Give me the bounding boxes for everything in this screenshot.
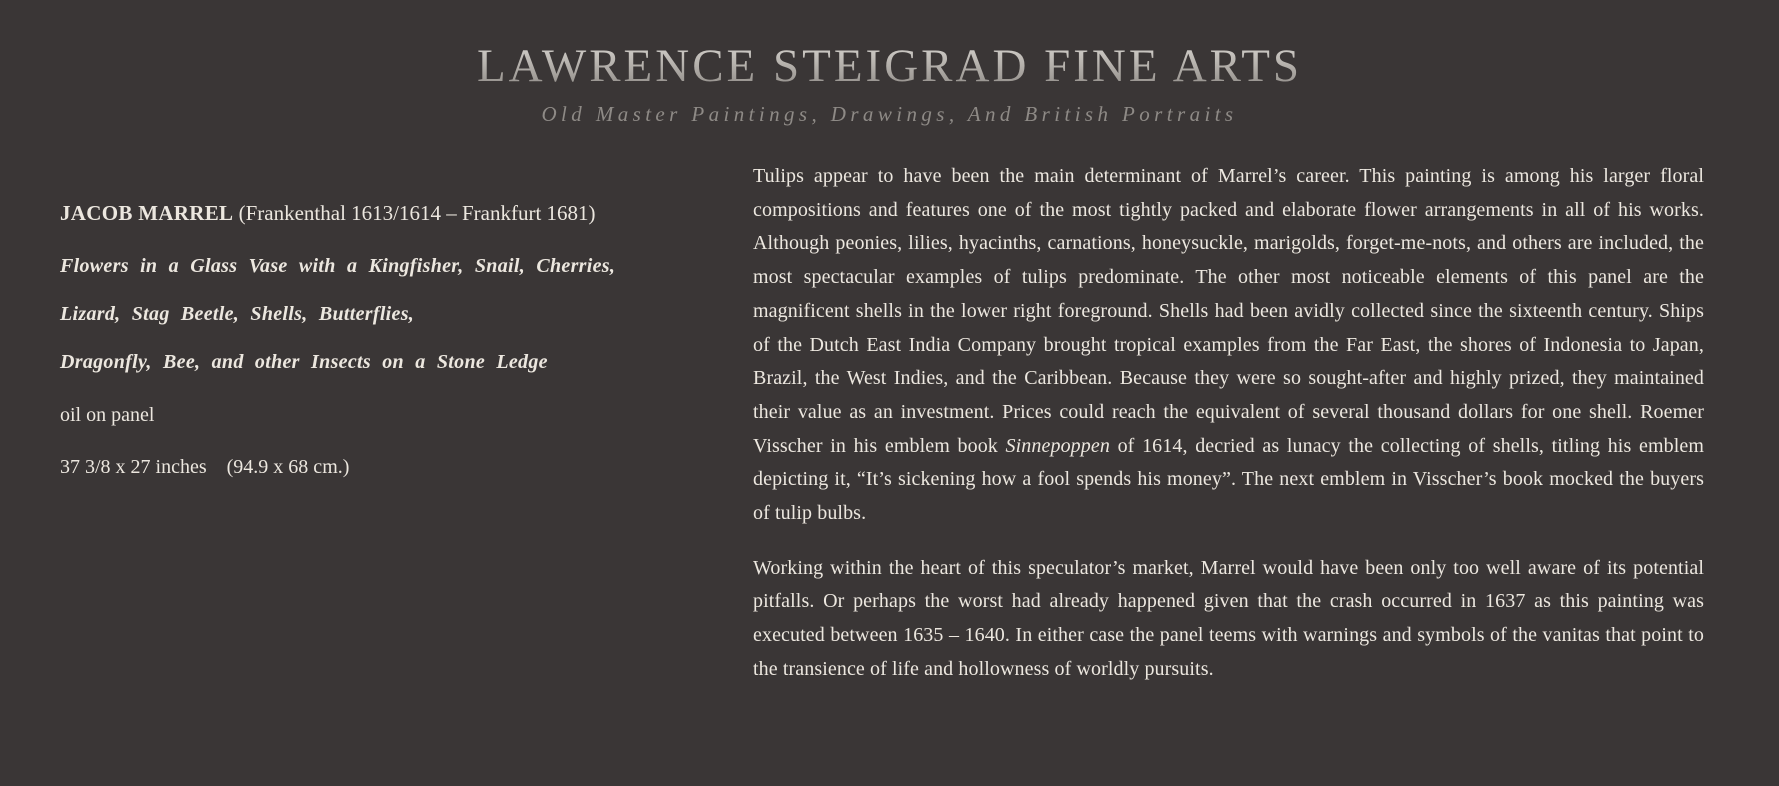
artist-line — [60, 198, 660, 228]
site-header — [0, 40, 1779, 127]
site-title-initial: L — [476, 40, 509, 92]
site-title-logo[interactable] — [0, 40, 1779, 92]
artwork-medium: oil on panel — [60, 404, 155, 426]
site-tagline: Old Master Paintings, Drawings, And British Portraits — [541, 102, 1238, 126]
artwork-title-line: Flowers in a Glass Vase with a Kingfisher, Snail, Cherries, — [60, 255, 616, 277]
essay-text: Tulips appear to have been the main determinant of Marrel’s career. This painting is among his larger floral compositions and features one of the most tightly packed and elaborate flower arrangements in all of his works. Although peonies, lilies, hyacinths, carnations, honeysuckle, marigolds, forget-me-nots, and others are included, the most spectacular examples of tulips predominate. The other most noticeable elements of this panel are the magnificent shells in the lower right foreground. Shells had been avidly collected since the sixteenth century. Ships of the Dutch East India Company brought tropical examples from the Far East, the shores of Indonesia to Japan, Brazil, the West Indies, and the Caribbean. Because they were so sought-after and highly prized, they maintained their value as an investment. Prices could reach the equivalent of several thousand dollars for one shell. Roemer Visscher in his emblem book — [753, 165, 1704, 457]
book-title: Sinnepoppen — [1005, 434, 1110, 457]
essay-paragraph: Working within the heart of this speculator’s market, Marrel would have been only too well aware of its potential pitfalls. Or perhaps the worst had already happened given that the crash occurred in 1637 as this painting was executed between 1635 – 1640. In either case the panel teems with warnings and symbols of the vanitas that point to the transience of life and hollowness of worldly pursuits. — [753, 556, 1704, 680]
essay-text: of 1614, decried as lunacy the collecting of shells, titling his emblem depicting it, “It’s sickening how a fool spends his money”. The next emblem in Visscher’s book mocked the buyers of tulip bulbs. — [753, 434, 1704, 525]
essay-paragraph — [753, 160, 1704, 531]
artwork-essay — [753, 160, 1704, 687]
artwork-details — [60, 198, 660, 482]
artwork-title — [60, 242, 660, 386]
artist-dates: (Frankenthal 1613/1614 – Frankfurt 1681) — [233, 201, 596, 225]
artwork-title-line: Lizard, Stag Beetle, Shells, Butterflies, — [60, 303, 415, 325]
artist-name: JACOB MARREL — [60, 201, 234, 225]
artwork-dimensions: 37 3/8 x 27 inches (94.9 x 68 cm.) — [60, 456, 350, 478]
site-title-rest: AWRENCE STEIGRAD FINE ARTS — [508, 40, 1303, 92]
artwork-title-line: Dragonfly, Bee, and other Insects on a Stone Ledge — [60, 351, 548, 373]
